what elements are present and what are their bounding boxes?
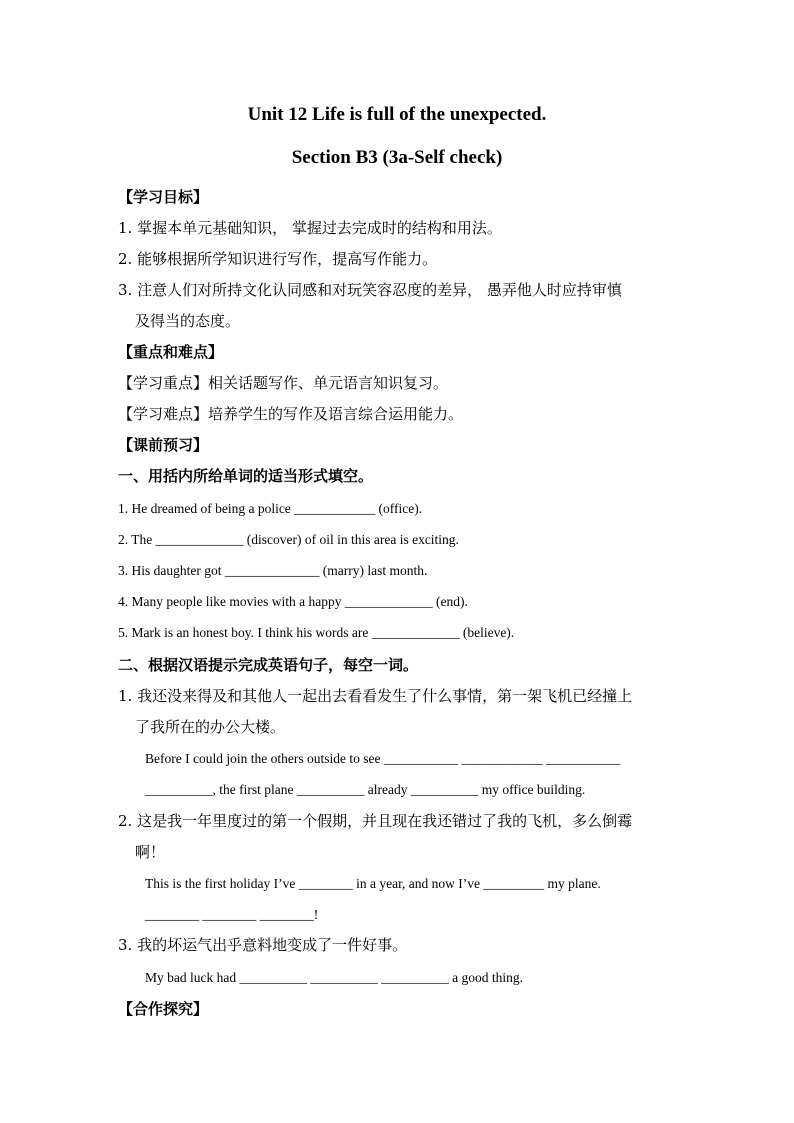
content-line: My bad luck had __________ __________ __________ a good thing. — [145, 970, 523, 985]
content-line: ________ ________ ________! — [145, 907, 319, 922]
content-line: 及得当的态度。 — [135, 312, 241, 330]
content-line: 2. 这是我一年里度过的第一个假期，并且现在我还错过了我的飞机，多么倒霉 — [118, 812, 633, 830]
content-line: 【学习重点】相关话题写作、单元语言知识复习。 — [118, 374, 449, 392]
content-line: 【合作探究】 — [118, 1000, 209, 1018]
content-line: 【重点和难点】 — [118, 343, 224, 361]
content-line: 2. 能够根据所学知识进行写作，提高写作能力。 — [118, 250, 438, 268]
content-line: 3. 注意人们对所持文化认同感和对玩笑容忍度的差异， 愚弄他人时应持审慎 — [118, 281, 622, 299]
page-title: Unit 12 Life is full of the unexpected. — [247, 104, 547, 125]
content-line: 啊！ — [135, 843, 166, 861]
content-line: 1. 我还没来得及和其他人一起出去看看发生了什么事情，第一架飞机已经撞上 — [118, 687, 633, 705]
content-line: 【学习目标】 — [118, 188, 209, 206]
content-line: __________, the first plane __________ already __________ my office building. — [145, 782, 586, 797]
content-line: 2. The _____________ (discover) of oil in this area is exciting. — [118, 532, 459, 547]
section-subtitle: Section B3 (3a-Self check) — [291, 147, 503, 168]
content-line: 了我所在的办公大楼。 — [135, 718, 286, 736]
content-line: 【课前预习】 — [118, 436, 209, 454]
content-line: 3. 我的坏运气出乎意料地变成了一件好事。 — [118, 936, 408, 954]
content-line: 1. He dreamed of being a police ____________ (office). — [118, 501, 423, 516]
content-line: This is the first holiday I’ve ________ in a year, and now I’ve _________ my plane. — [145, 876, 601, 891]
content-line: 二、根据汉语提示完成英语句子，每空一词。 — [118, 656, 419, 674]
content-line: 5. Mark is an honest boy. I think his words are _____________ (believe). — [118, 625, 515, 640]
content-line: 一、用括内所给单词的适当形式填空。 — [118, 467, 374, 485]
content-line: 3. His daughter got ______________ (marry) last month. — [118, 563, 428, 578]
content-line: 【学习难点】培养学生的写作及语言综合运用能力。 — [118, 405, 464, 423]
content-line: 1. 掌握本单元基础知识， 掌握过去完成时的结构和用法。 — [118, 219, 502, 237]
content-line: Before I could join the others outside to see ___________ ____________ ___________ — [145, 751, 621, 766]
content-line: 4. Many people like movies with a happy _____________ (end). — [118, 594, 468, 609]
